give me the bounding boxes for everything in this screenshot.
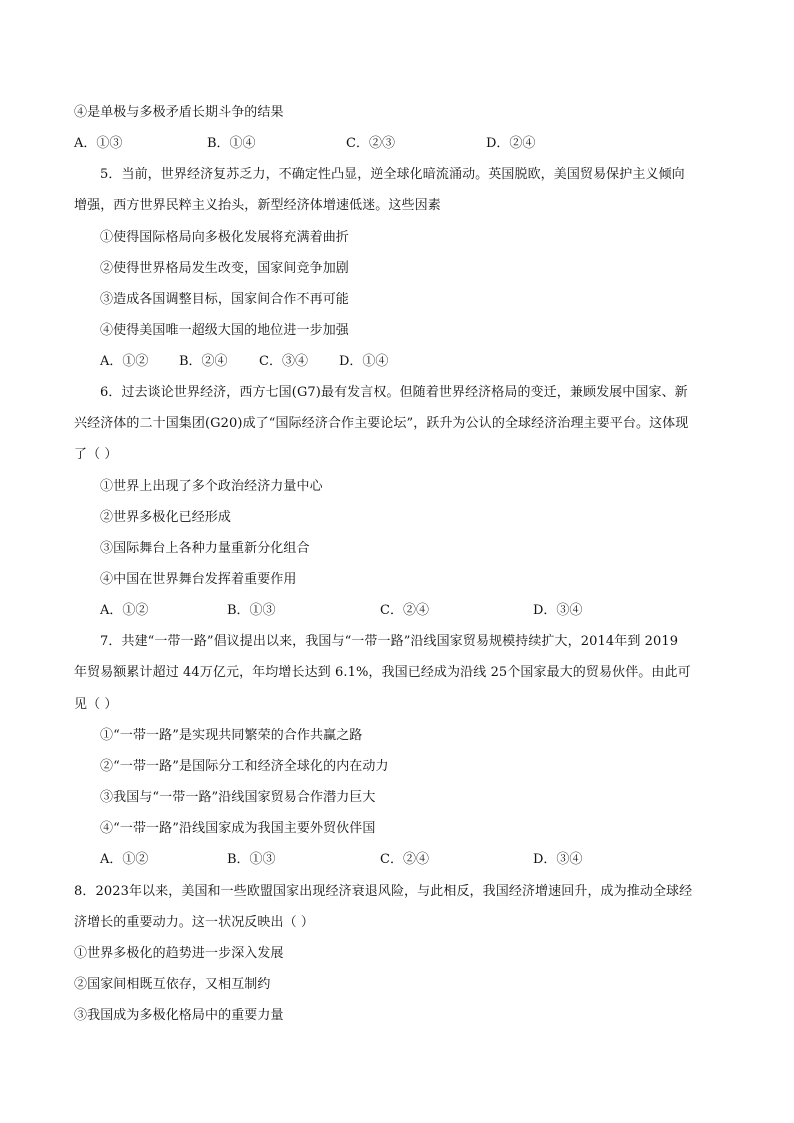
q6-item-3: ③国际舞台上各种力量重新分化组合	[100, 541, 310, 556]
q8-item-3: ③我国成为多极化格局中的重要力量	[74, 1008, 284, 1023]
q5-item-3: ③造成各国调整目标，国家间合作不再可能	[100, 292, 349, 307]
q7-item-4: ④“一带一路”沿线国家成为我国主要外贸伙伴国	[100, 821, 376, 836]
q4-option-a[interactable]: A．①③	[74, 136, 123, 151]
q5-item-4: ④使得美国唯一超级大国的地位进一步加强	[100, 323, 349, 338]
q6-option-c[interactable]: C．②④	[380, 603, 429, 618]
q7-option-c[interactable]: C．②④	[380, 852, 429, 867]
q6-stem-line-3: 了（ ）	[74, 447, 118, 462]
q7-option-d[interactable]: D．③④	[533, 852, 583, 867]
q7-option-a[interactable]: A．①②	[100, 852, 149, 867]
q5-item-1: ①使得国际格局向多极化发展将充满着曲折	[100, 230, 349, 245]
q5-option-b[interactable]: B．②④	[179, 354, 228, 369]
q7-stem-line-1: 7．共建“一带一路”倡议提出以来，我国与“一带一路”沿线国家贸易规模持续扩大，2014年到 2019	[100, 634, 679, 649]
q4-option-d[interactable]: D．②④	[486, 136, 536, 151]
q7-stem-line-3: 见（ ）	[74, 697, 118, 712]
q5-option-a[interactable]: A．①②	[100, 354, 149, 369]
q6-stem-line-1: 6．过去谈论世界经济，西方七国(G7)最有发言权。但随着世界经济格局的变迁，兼顾发展中国家、新	[100, 385, 688, 400]
q7-item-1: ①“一带一路”是实现共同繁荣的合作共赢之路	[100, 728, 363, 743]
q5-stem-line-1: 5．当前，世界经济复苏乏力，不确定性凸显，逆全球化暗流涌动。英国脱欧，美国贸易保护主义倾向	[100, 167, 685, 182]
q4-item-4: ④是单极与多极矛盾长期斗争的结果	[74, 105, 284, 120]
q8-item-1: ①世界多极化的趋势进一步深入发展	[74, 946, 284, 961]
q4-option-b[interactable]: B．①④	[207, 136, 256, 151]
q6-item-4: ④中国在世界舞台发挥着重要作用	[100, 572, 297, 587]
q7-stem-line-2: 年贸易额累计超过 44万亿元，年均增长达到 6.1%，我国已经成为沿线 25个国家最大的贸易伙伴。由此可	[74, 665, 691, 680]
q6-option-b[interactable]: B．①③	[227, 603, 276, 618]
q8-item-2: ②国家间相既互依存，又相互制约	[74, 977, 271, 992]
q6-item-2: ②世界多极化已经形成	[100, 510, 232, 525]
q6-option-d[interactable]: D．③④	[533, 603, 583, 618]
q7-option-b[interactable]: B．①③	[227, 852, 276, 867]
q5-option-d[interactable]: D．①④	[339, 354, 389, 369]
q8-stem-line-1: 8．2023年以来，美国和一些欧盟国家出现经济衰退风险，与此相反，我国经济增速回升，成为推动全球经	[74, 884, 693, 899]
q6-option-a[interactable]: A．①②	[100, 603, 149, 618]
q6-stem-line-2: 兴经济体的二十国集团(G20)成了“国际经济合作主要论坛”，跃升为公认的全球经济治理主要平台。这体现	[74, 416, 689, 431]
q5-item-2: ②使得世界格局发生改变，国家间竞争加剧	[100, 261, 349, 276]
q7-item-2: ②“一带一路”是国际分工和经济全球化的内在动力	[100, 759, 389, 774]
q6-item-1: ①世界上出现了多个政治经济力量中心	[100, 479, 323, 494]
q4-option-c[interactable]: C．②③	[346, 136, 395, 151]
q7-item-3: ③我国与“一带一路”沿线国家贸易合作潜力巨大	[100, 790, 376, 805]
q8-stem-line-2: 济增长的重要动力。这一状况反映出（ ）	[74, 915, 315, 930]
q5-option-c[interactable]: C．③④	[259, 354, 308, 369]
q5-stem-line-2: 增强，西方世界民粹主义抬头，新型经济体增速低迷。这些因素	[74, 198, 441, 213]
